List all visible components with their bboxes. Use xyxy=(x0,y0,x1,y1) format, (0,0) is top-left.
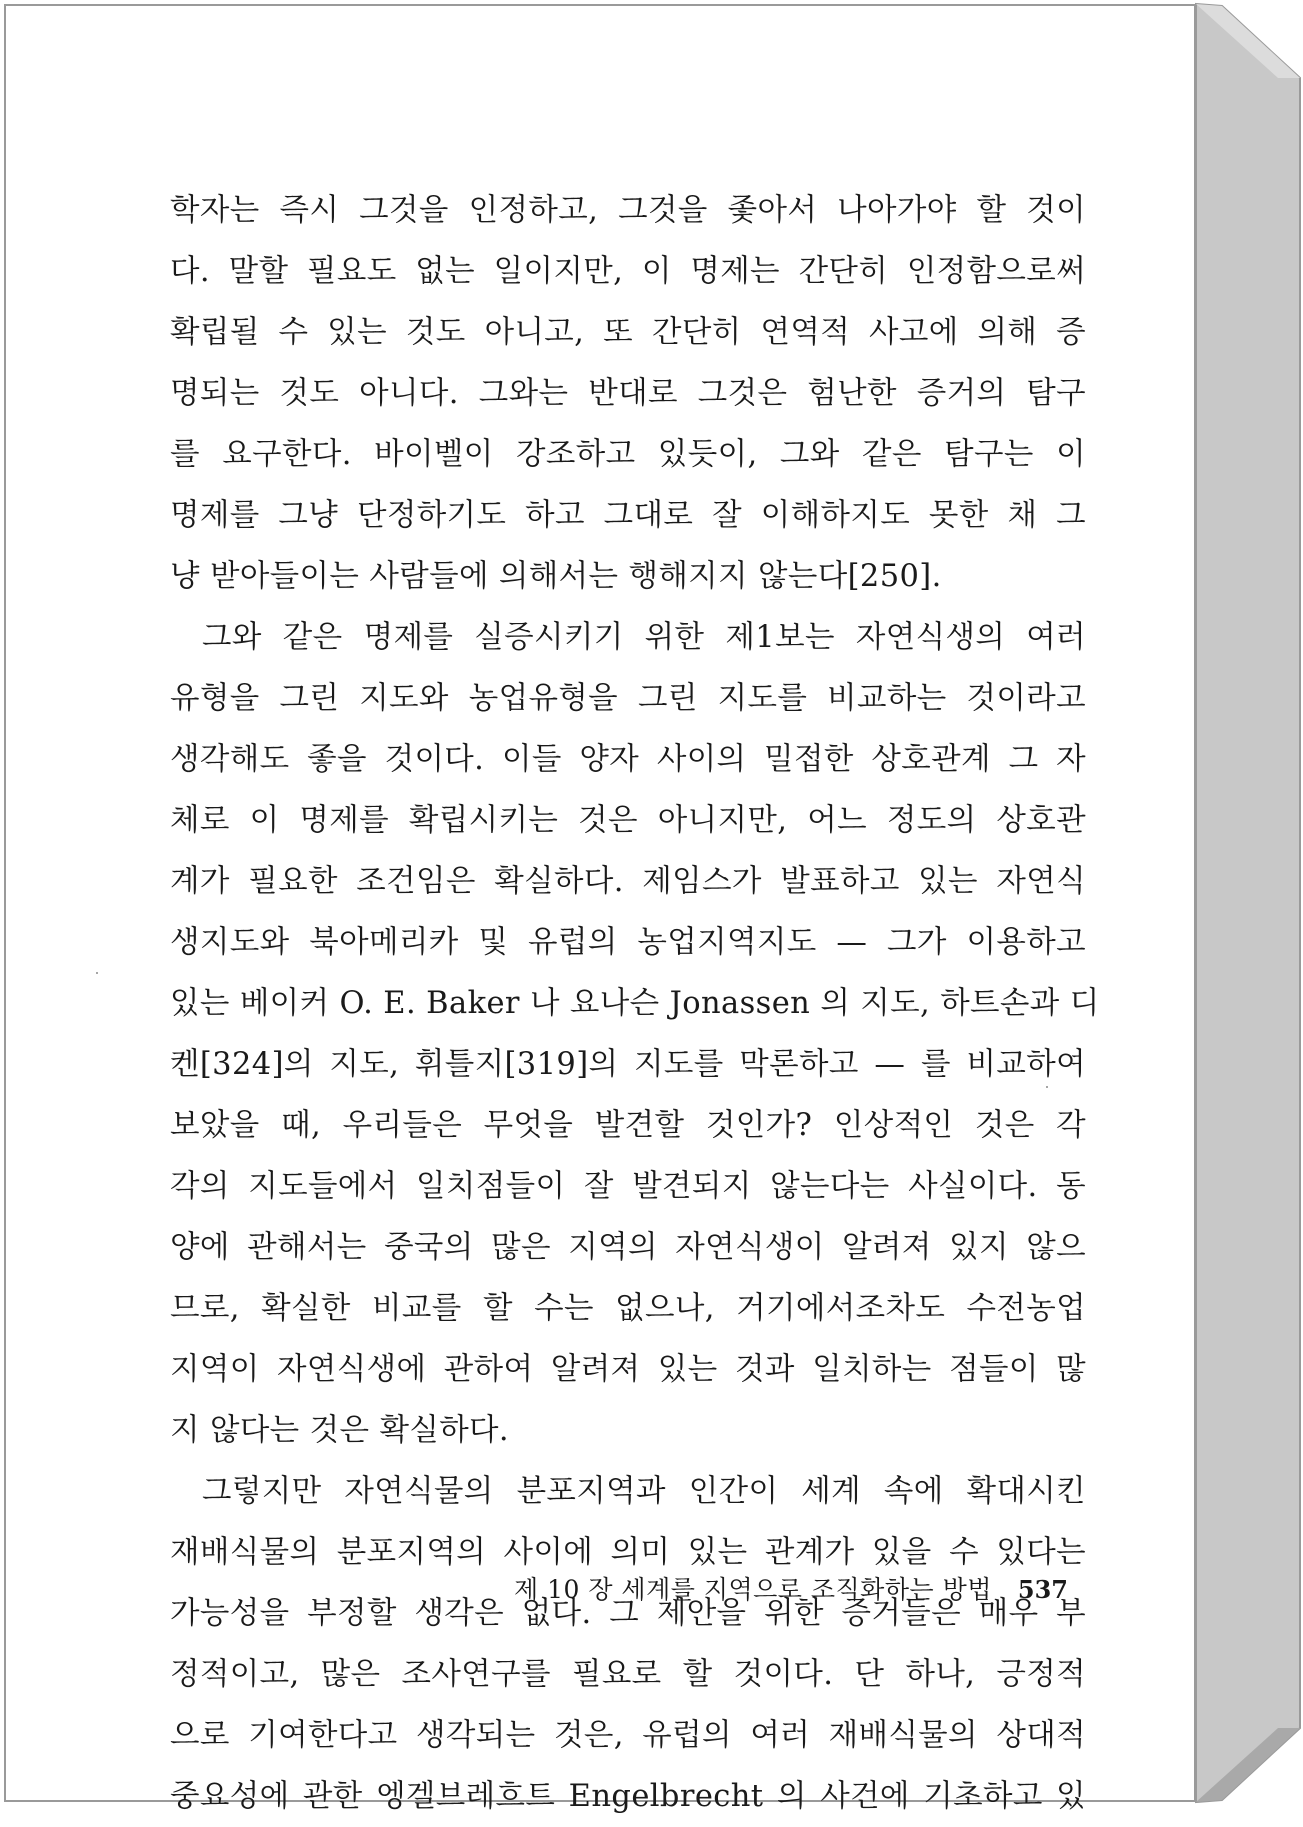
text-line: 지 않다는 것은 확실하다. xyxy=(170,1413,510,1448)
text-line: 계가 필요한 조건임은 확실하다. 제임스가 발표하고 있는 자연식 xyxy=(170,864,1086,899)
page-number: 537 xyxy=(1017,1575,1068,1604)
text-line: 있는 베이커 O. E. Baker 나 요나슨 Jonassen 의 지도, 하트손과 디 xyxy=(170,986,1100,1021)
text-line: 명제를 그냥 단정하기도 하고 그대로 잘 이해하지도 못한 채 그 xyxy=(170,498,1086,533)
text-line: 학자는 즉시 그것을 인정하고, 그것을 좇아서 나아가야 할 것이 xyxy=(170,193,1086,228)
text-line: 다. 말할 필요도 없는 일이지만, 이 명제는 간단히 인정함으로써 xyxy=(170,254,1086,289)
running-footer xyxy=(490,1570,1068,1606)
text-line: 므로, 확실한 비교를 할 수는 없으나, 거기에서조차도 수전농업 xyxy=(170,1291,1086,1326)
text-line: 보았을 때, 우리들은 무엇을 발견할 것인가? 인상적인 것은 각 xyxy=(170,1108,1086,1143)
text-line: 체로 이 명제를 확립시키는 것은 아니지만, 어느 정도의 상호관 xyxy=(170,803,1086,838)
text-line: 그와 같은 명제를 실증시키기 위한 제1보는 자연식생의 여러 xyxy=(202,620,1086,655)
chapter-title: 제 10 장 세계를 지역으로 조직화하는 방법 xyxy=(513,1575,992,1604)
text-line: 지역이 자연식생에 관하여 알려져 있는 것과 일치하는 점들이 많 xyxy=(170,1352,1086,1387)
book-spine-face xyxy=(1196,4,1300,1802)
text-line: 그렇지만 자연식물의 분포지역과 인간이 세계 속에 확대시킨 xyxy=(202,1474,1086,1509)
text-line: 가능성을 부정할 생각은 없다. 그 제안을 위한 증거들은 매우 부 xyxy=(170,1596,1086,1631)
paragraph-3 xyxy=(170,1461,1086,1827)
text-line: 정적이고, 많은 조사연구를 필요로 할 것이다. 단 하나, 긍정적 xyxy=(170,1657,1086,1692)
text-line: 를 요구한다. 바이벨이 강조하고 있듯이, 그와 같은 탐구는 이 xyxy=(170,437,1086,472)
text-line: 재배식물의 분포지역의 사이에 의미 있는 관계가 있을 수 있다는 xyxy=(170,1535,1086,1570)
text-line: 명되는 것도 아니다. 그와는 반대로 그것은 험난한 증거의 탐구 xyxy=(170,376,1086,411)
text-line: 냥 받아들이는 사람들에 의해서는 행해지지 않는다[250]. xyxy=(170,559,942,594)
text-line: 켄[324]의 지도, 휘틀지[319]의 지도를 막론하고 — 를 비교하여 xyxy=(170,1047,1086,1082)
text-line: 확립될 수 있는 것도 아니고, 또 간단히 연역적 사고에 의해 증 xyxy=(170,315,1086,350)
text-line: 생각해도 좋을 것이다. 이들 양자 사이의 밀접한 상호관계 그 자 xyxy=(170,742,1086,777)
paragraph-1 xyxy=(170,180,1086,607)
paragraph-2 xyxy=(170,607,1100,1461)
scan-speck xyxy=(96,972,98,974)
text-line: 중요성에 관한 엥겔브레흐트 Engelbrecht 의 사건에 기초하고 있 xyxy=(170,1779,1086,1814)
text-line: 유형을 그린 지도와 농업유형을 그린 지도를 비교하는 것이라고 xyxy=(170,681,1086,716)
text-line: 생지도와 북아메리카 및 유럽의 농업지역지도 — 그가 이용하고 xyxy=(170,925,1086,960)
text-line: 양에 관해서는 중국의 많은 지역의 자연식생이 알려져 있지 않으 xyxy=(170,1230,1086,1265)
text-line: 으로 기여한다고 생각되는 것은, 유럽의 여러 재배식물의 상대적 xyxy=(170,1718,1086,1753)
text-line: 각의 지도들에서 일치점들이 잘 발견되지 않는다는 사실이다. 동 xyxy=(170,1169,1086,1204)
